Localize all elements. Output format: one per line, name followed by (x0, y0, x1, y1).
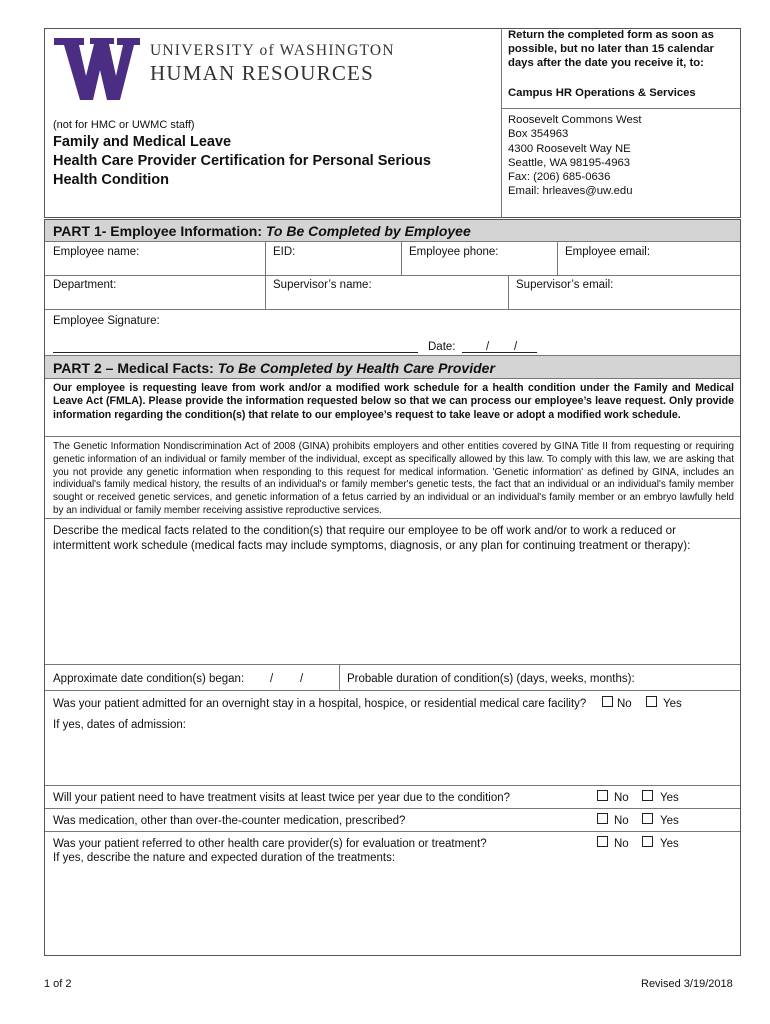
medication-yes-checkbox[interactable] (642, 813, 653, 824)
address-email[interactable]: Email: hrleaves@uw.edu (508, 185, 633, 198)
revised-date: Revised 3/19/2018 (641, 978, 733, 990)
part2-intro: Our employee is requesting leave from work and/or a modified work schedule for a health condition under the Family and Medical Leave Act (FMLA). Please provide the information requested below so that we can process our employee’s leave request. Only provide information regarding the condition(s) that relate to our employee’s request to take leave or adopt a modified work schedule. (53, 382, 734, 421)
divider (45, 518, 740, 519)
admission-dates-field[interactable]: If yes, dates of admission: (53, 719, 186, 731)
date-slash: / (270, 673, 274, 685)
no-label: No (617, 698, 632, 710)
divider (265, 275, 266, 309)
divider (45, 378, 740, 379)
overnight-question: Was your patient admitted for an overnight stay in a hospital, hospice, or residential medical care facility? (53, 698, 587, 710)
return-instructions: Return the completed form as soon as possible, but no later than 15 calendar days after the date you receive it, to: (508, 29, 714, 69)
eid-field[interactable]: EID: (273, 246, 296, 258)
no-label: No (614, 792, 629, 804)
divider (557, 241, 558, 275)
referred-describe: If yes, describe the nature and expected duration of the treatments: (53, 852, 396, 864)
date-line[interactable] (462, 352, 537, 353)
uw-logo (54, 38, 395, 100)
supervisor-email-field[interactable]: Supervisor’s email: (516, 279, 614, 291)
approx-date-label: Approximate date condition(s) began: (53, 673, 245, 685)
treatments-description-area[interactable] (46, 868, 739, 954)
employee-email-field[interactable]: Employee email: (565, 246, 651, 258)
referred-question: Was your patient referred to other health care provider(s) for evaluation or treatment? (53, 838, 487, 850)
signature-line (53, 352, 418, 353)
part1-title (53, 223, 471, 239)
department-field[interactable]: Department: (53, 279, 117, 291)
divider (265, 241, 266, 275)
part2-title-italic: To Be Completed by Health Care Provider (217, 360, 495, 376)
divider (45, 831, 740, 832)
address-line: Box 354963 (508, 128, 569, 141)
address-line: 4300 Roosevelt Way NE (508, 142, 631, 155)
part1-title-italic: To Be Completed by Employee (265, 223, 471, 239)
divider (45, 309, 740, 310)
yes-label: Yes (663, 698, 682, 710)
page-number: 1 of 2 (44, 978, 72, 990)
employee-phone-field[interactable]: Employee phone: (409, 246, 499, 258)
overnight-no-checkbox[interactable] (602, 696, 613, 707)
university-name: UNIVERSITY of WASHINGTON (150, 42, 395, 59)
office-name: Campus HR Operations & Services (508, 87, 696, 99)
divider (45, 785, 740, 786)
divider (508, 275, 509, 309)
no-label: No (614, 815, 629, 827)
yes-label: Yes (660, 792, 679, 804)
divider (45, 241, 740, 242)
probable-duration-label[interactable]: Probable duration of condition(s) (days, weeks, months): (347, 673, 635, 685)
divider (45, 808, 740, 809)
medication-no-checkbox[interactable] (597, 813, 608, 824)
divider (339, 664, 340, 690)
referred-yes-checkbox[interactable] (642, 836, 653, 847)
header-divider (501, 28, 502, 218)
medical-facts-area[interactable] (46, 556, 739, 664)
treatment-yes-checkbox[interactable] (642, 790, 653, 801)
part1-title-text: PART 1- Employee Information: (53, 223, 266, 239)
medication-question: Was medication, other than over-the-counter medication, prescribed? (53, 815, 406, 827)
divider (45, 664, 740, 665)
address-line: Fax: (206) 685-0636 (508, 171, 611, 184)
divider (45, 275, 740, 276)
address-line: Seattle, WA 98195-4963 (508, 156, 631, 169)
divider (45, 690, 740, 691)
address-divider (501, 108, 741, 109)
describe-medical-facts: Describe the medical facts related to the condition(s) that require our employee to be off work and/or to work a reduced or intermittent work schedule (medical facts may include symptoms, diagnosis, or any plan for continuing treatment or therapy): (53, 524, 691, 552)
date-slash: / (300, 673, 304, 685)
date-slash: / (486, 341, 490, 353)
treatment-no-checkbox[interactable] (597, 790, 608, 801)
part2-title (53, 360, 495, 376)
address-line: Roosevelt Commons West (508, 114, 642, 126)
date-label: Date: (428, 341, 456, 353)
yes-label: Yes (660, 838, 679, 850)
form-title-line2: Health Care Provider Certification for Personal Serious (53, 153, 431, 169)
divider (45, 436, 740, 437)
overnight-yes-checkbox[interactable] (646, 696, 657, 707)
not-for-note: (not for HMC or UWMC staff) (53, 119, 195, 131)
divider (401, 241, 402, 275)
date-slash: / (514, 341, 518, 353)
employee-name-field[interactable]: Employee name: (53, 246, 140, 258)
no-label: No (614, 838, 629, 850)
part2-title-text: PART 2 – Medical Facts: (53, 360, 218, 376)
treatment-visits-question: Will your patient need to have treatment visits at least twice per year due to the condition? (53, 792, 511, 804)
gina-notice: The Genetic Information Nondiscrimination Act of 2008 (GINA) prohibits employers and other entities covered by GINA Title II from requesting or requiring genetic information of an individual or family member of the individual, except as specifically allowed by this law. To comply with this law, we are asking that you not provide any genetic information when responding to this request for medical information. 'Genetic information' as defined by GINA, includes an individual's family medical history, the results of an individual's or family member's genetic tests, the fact that an individual or an individual's family member sought or received genetic services, and genetic information of a fetus carried by an individual or an individual's family member or an embryo lawfully held by an individual or family member receiving assistive reproductive services. (53, 441, 734, 516)
department-name: HUMAN RESOURCES (150, 61, 374, 85)
return-address (508, 113, 642, 199)
referred-no-checkbox[interactable] (597, 836, 608, 847)
uw-w-mark-icon (54, 38, 140, 100)
employee-signature-field[interactable]: Employee Signature: (53, 315, 160, 327)
yes-label: Yes (660, 815, 679, 827)
supervisor-name-field[interactable]: Supervisor’s name: (273, 279, 372, 291)
form-title-line3: Health Condition (53, 172, 169, 188)
form-title-line1: Family and Medical Leave (53, 134, 232, 150)
